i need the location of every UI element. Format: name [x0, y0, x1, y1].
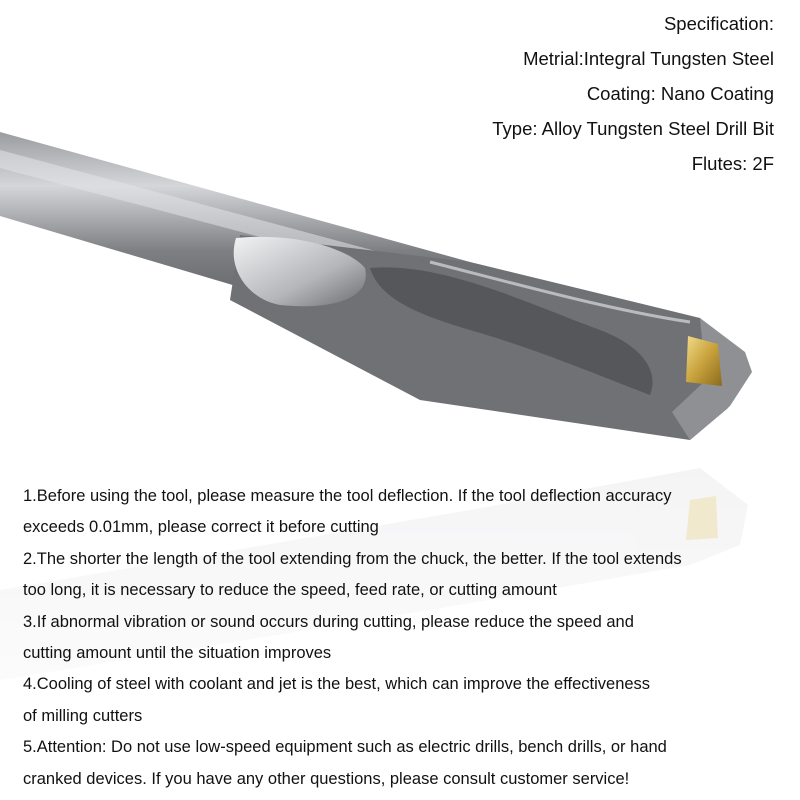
note-4-line-1: 4.Cooling of steel with coolant and jet is the best, which can improve the effectiveness: [23, 675, 651, 694]
note-2-line-2: too long, it is necessary to reduce the speed, feed rate, or cutting amount: [23, 581, 557, 600]
note-3-line-2: cutting amount until the situation improves: [23, 644, 332, 663]
note-1-line-2: exceeds 0.01mm, please correct it before cutting: [23, 518, 379, 537]
usage-notes: [23, 481, 783, 795]
spec-heading: Specification:: [663, 13, 774, 34]
note-2-line-1: 2.The shorter the length of the tool extending from the chuck, the better. If the tool extends: [23, 549, 682, 568]
note-3-line-1: 3.If abnormal vibration or sound occurs during cutting, please reduce the speed and: [23, 612, 634, 631]
note-1-line-1: 1.Before using the tool, please measure the tool deflection. If the tool deflection accuracy: [23, 487, 672, 505]
note-5-line-1: 5.Attention: Do not use low-speed equipment such as electric drills, bench drills, or hand: [23, 738, 667, 757]
spec-material: Metrial:Integral Tungsten Steel: [523, 48, 774, 69]
note-5-line-2: cranked devices. If you have any other questions, please consult customer service!: [23, 769, 630, 788]
note-4-line-2: of milling cutters: [23, 706, 143, 725]
specification-panel: [492, 6, 774, 181]
spec-flutes: Flutes: 2F: [691, 153, 774, 174]
spec-type: Type: Alloy Tungsten Steel Drill Bit: [492, 118, 774, 139]
spec-coating: Coating: Nano Coating: [586, 83, 774, 104]
